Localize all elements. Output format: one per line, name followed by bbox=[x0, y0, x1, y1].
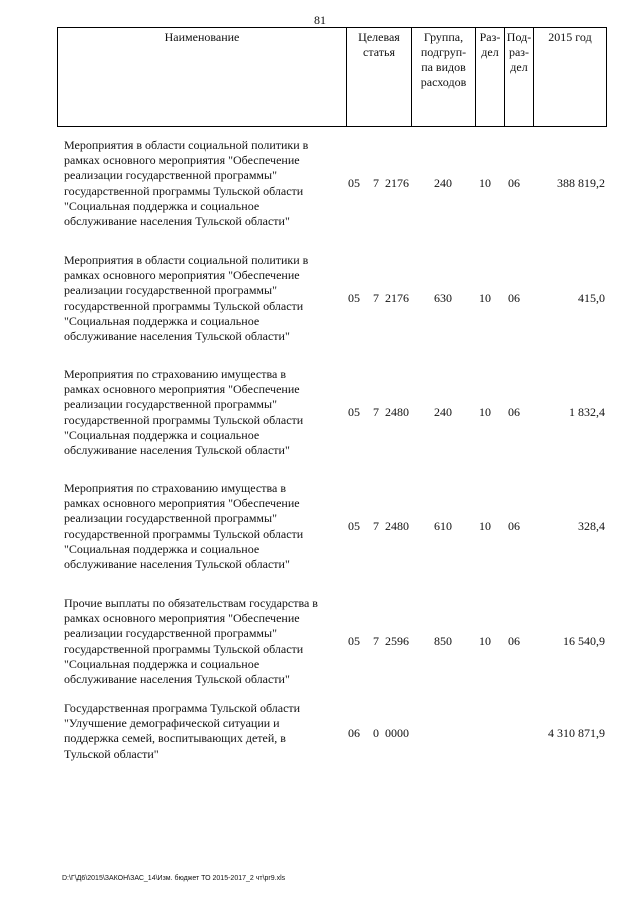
target-article-part2: 7 bbox=[373, 634, 379, 648]
subsection: 06 bbox=[508, 405, 520, 419]
target-article-part1: 05 bbox=[348, 291, 360, 305]
amount-2015: 4 310 871,9 bbox=[548, 726, 605, 740]
section: 10 bbox=[479, 634, 491, 648]
target-article-part3: 2480 bbox=[385, 405, 409, 419]
target-article-part2: 7 bbox=[373, 176, 379, 190]
row-name: Мероприятия по страхованию имущества в рамках основного мероприятия "Обеспечение реализации государственной программы" государственной программы Тульской области "Социальная поддержка и социальное обслуживание населения Тульской области" bbox=[64, 367, 304, 458]
header-year: 2015 год bbox=[548, 30, 592, 44]
target-article-part2: 0 bbox=[373, 726, 379, 740]
expense-group: 850 bbox=[434, 634, 452, 648]
header-expense-group: Группа, подгруп- па видов расходов bbox=[412, 28, 476, 126]
expense-group: 610 bbox=[434, 519, 452, 533]
header-section: Раз- дел bbox=[476, 28, 505, 126]
amount-2015: 328,4 bbox=[578, 519, 605, 533]
amount-2015: 16 540,9 bbox=[563, 634, 605, 648]
target-article-part3: 2176 bbox=[385, 291, 409, 305]
row-name: Прочие выплаты по обязательствам государства в рамках основного мероприятия "Обеспечение реализации государственной программы" государственной программы Тульской области "Социальная поддержка и социальное обслуживание населения Тульской области" bbox=[64, 596, 318, 687]
subsection: 06 bbox=[508, 634, 520, 648]
section: 10 bbox=[479, 405, 491, 419]
target-article-part1: 05 bbox=[348, 519, 360, 533]
section: 10 bbox=[479, 176, 491, 190]
target-article-part2: 7 bbox=[373, 405, 379, 419]
target-article-part2: 7 bbox=[373, 519, 379, 533]
target-article-part3: 2480 bbox=[385, 519, 409, 533]
row-name: Мероприятия в области социальной политики в рамках основного мероприятия "Обеспечение реализации государственной программы" государственной программы Тульской области "Социальная поддержка и социальное обслуживание населения Тульской области" bbox=[64, 253, 309, 344]
section: 10 bbox=[479, 291, 491, 305]
target-article-part1: 05 bbox=[348, 405, 360, 419]
header-name: Наименование bbox=[58, 28, 347, 126]
row-name: Государственная программа Тульской области "Улучшение демографической ситуации и поддержка семей, воспитывающих детей, в Тульской области" bbox=[64, 701, 301, 761]
expense-group: 240 bbox=[434, 176, 452, 190]
expense-group: 240 bbox=[434, 405, 452, 419]
header-target-article: Целевая статья bbox=[347, 28, 412, 126]
amount-2015: 1 832,4 bbox=[569, 405, 605, 419]
page-number: 81 bbox=[314, 13, 326, 27]
target-article-part3: 0000 bbox=[385, 726, 409, 740]
amount-2015: 415,0 bbox=[578, 291, 605, 305]
target-article-part3: 2596 bbox=[385, 634, 409, 648]
target-article-part1: 05 bbox=[348, 176, 360, 190]
header-subsection: Под- раз- дел bbox=[505, 28, 534, 126]
target-article-part3: 2176 bbox=[385, 176, 409, 190]
file-path-footer: D:\Г\Д6\2015\ЗАКОН\ЗАС_14\Изм. бюджет ТО 2015-2017_2 чт\pr9.xls bbox=[62, 875, 286, 882]
target-article-part1: 05 bbox=[348, 634, 360, 648]
subsection: 06 bbox=[508, 291, 520, 305]
subsection: 06 bbox=[508, 176, 520, 190]
row-name: Мероприятия в области социальной политики в рамках основного мероприятия "Обеспечение реализации государственной программы" государственной программы Тульской области "Социальная поддержка и социальное обслуживание населения Тульской области" bbox=[64, 138, 309, 229]
target-article-part1: 06 bbox=[348, 726, 360, 740]
target-article-part2: 7 bbox=[373, 291, 379, 305]
amount-2015: 388 819,2 bbox=[557, 176, 605, 190]
section: 10 bbox=[479, 519, 491, 533]
expense-group: 630 bbox=[434, 291, 452, 305]
row-name: Мероприятия по страхованию имущества в рамках основного мероприятия "Обеспечение реализации государственной программы" государственной программы Тульской области "Социальная поддержка и социальное обслуживание населения Тульской области" bbox=[64, 481, 304, 572]
table-header bbox=[57, 27, 607, 127]
subsection: 06 bbox=[508, 519, 520, 533]
